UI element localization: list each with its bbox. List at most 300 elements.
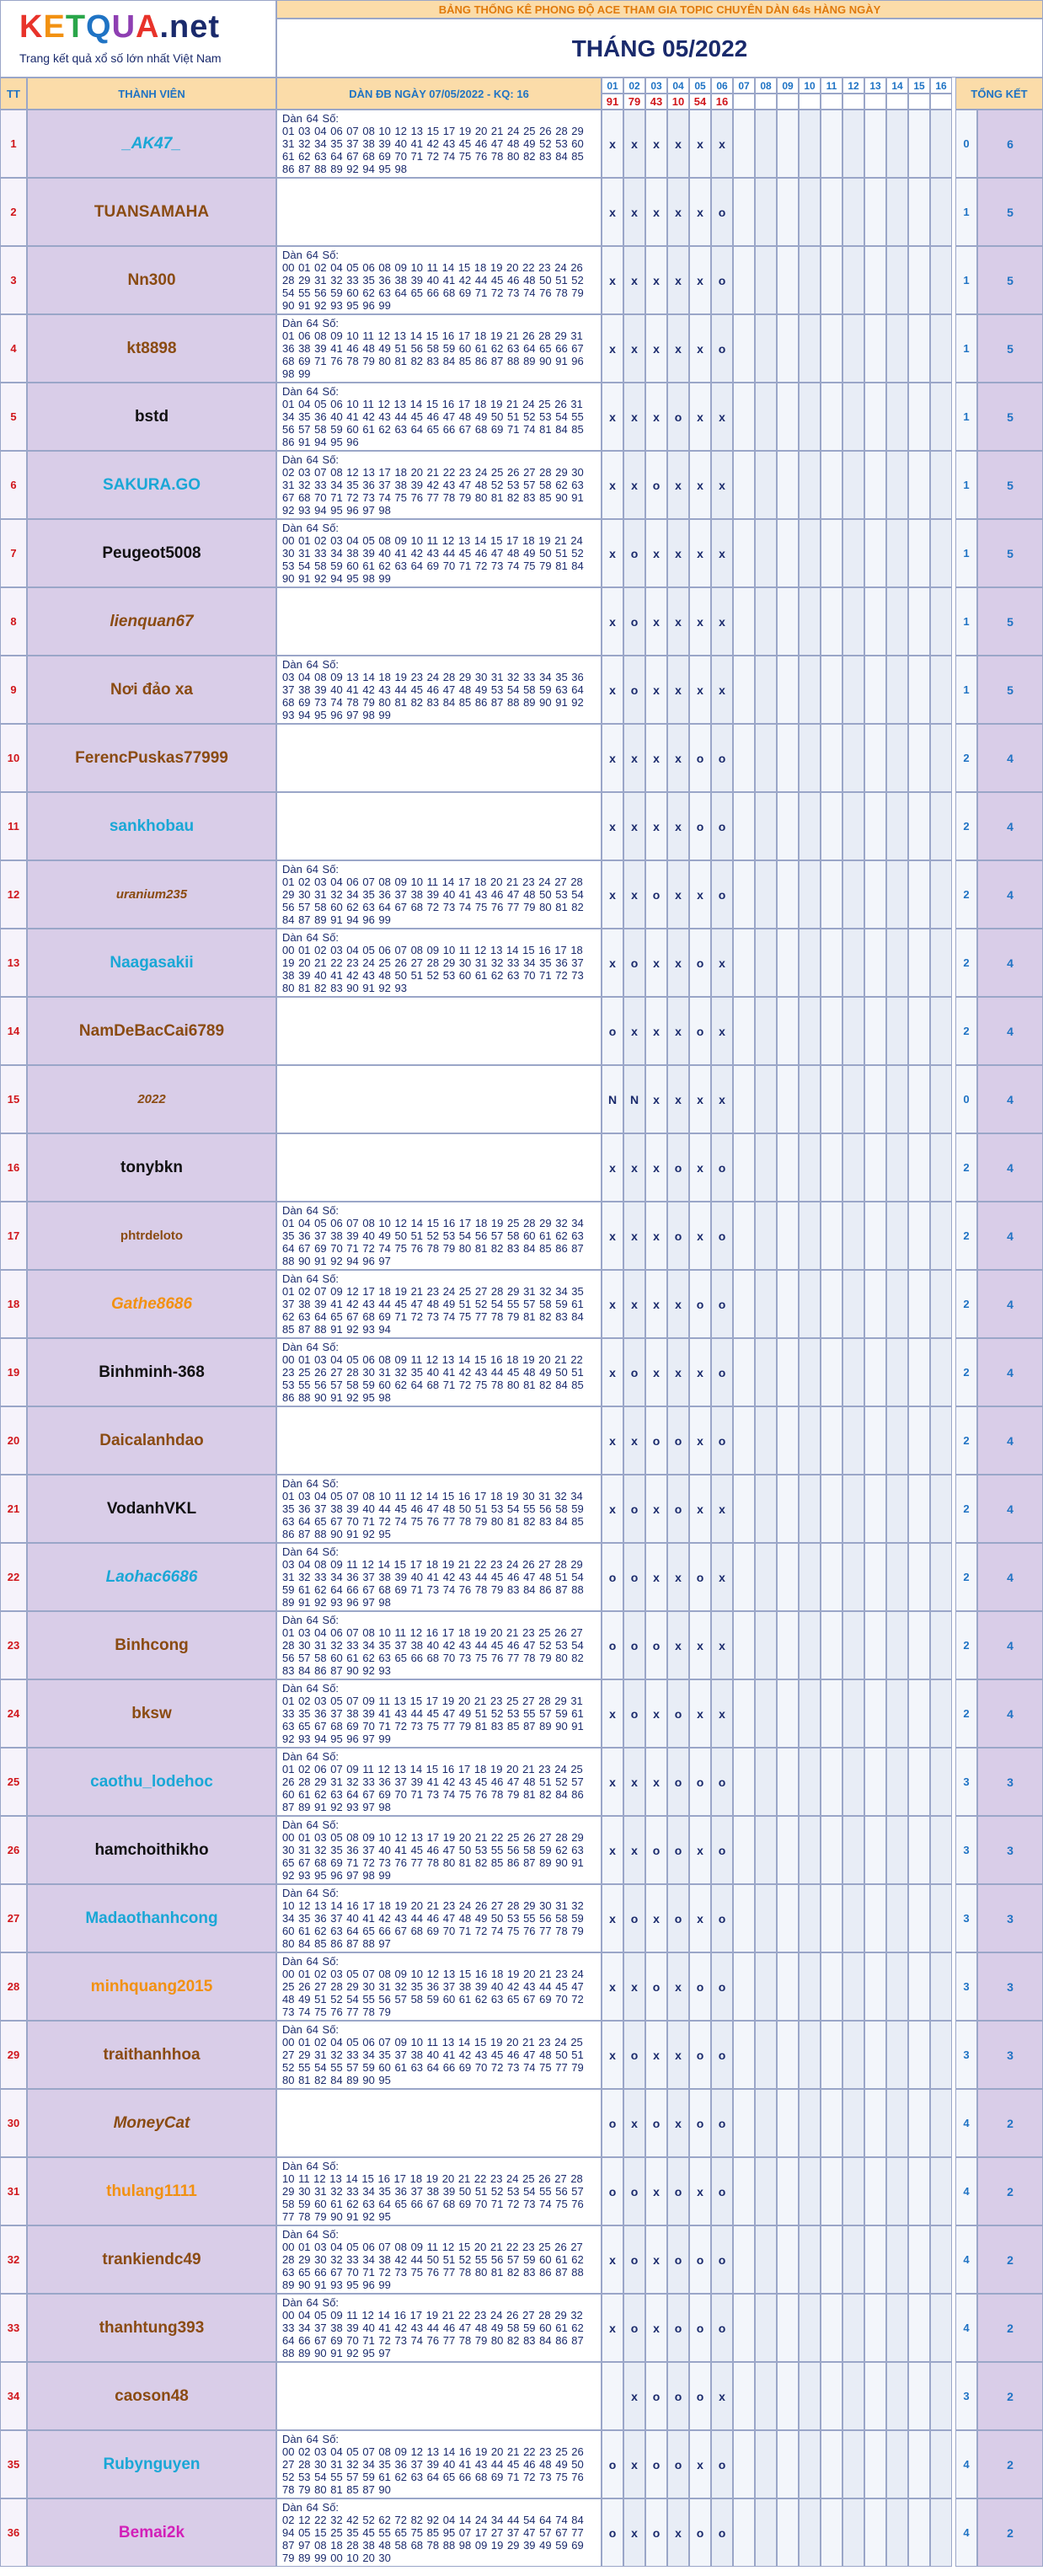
day-mark: x bbox=[689, 587, 711, 656]
day-mark bbox=[886, 997, 908, 1065]
day-mark bbox=[777, 1816, 799, 1884]
day-mark bbox=[864, 2021, 886, 2089]
member-name[interactable]: kt8898 bbox=[27, 314, 276, 383]
row-number: 16 bbox=[0, 1133, 27, 1202]
total-score: 5 bbox=[977, 587, 1043, 656]
hit-count: 3 bbox=[955, 2021, 977, 2089]
header-tt: TT bbox=[0, 78, 27, 110]
day-header: 16 bbox=[930, 78, 952, 94]
day-mark bbox=[733, 246, 755, 314]
day-mark bbox=[777, 383, 799, 451]
dan-numbers: Dàn 64 Số: 02 12 22 32 42 52 62 72 82 92 04 14 24 34 44 54 64 74 84 94 05 15 25 35 45 55 65 75 85 95 07 17 27 37 47 57 67 77 87 97 08 18 28 38 48 58 68 78 88 98 09 19 29 39 49 59 69 79 89 99 00 10 20 30 bbox=[276, 2498, 602, 2567]
day-mark bbox=[930, 929, 952, 997]
day-header: 15 bbox=[908, 78, 930, 94]
hit-count: 1 bbox=[955, 178, 977, 246]
total-score: 4 bbox=[977, 724, 1043, 792]
day-mark bbox=[908, 1816, 930, 1884]
day-mark: x bbox=[645, 178, 667, 246]
day-mark: o bbox=[667, 1748, 689, 1816]
row-number: 3 bbox=[0, 246, 27, 314]
member-name[interactable]: TUANSAMAHA bbox=[27, 178, 276, 246]
day-mark bbox=[930, 1202, 952, 1270]
day-mark: x bbox=[645, 246, 667, 314]
day-mark: x bbox=[689, 656, 711, 724]
day-mark bbox=[886, 2362, 908, 2430]
day-mark bbox=[908, 587, 930, 656]
day-mark bbox=[842, 1475, 864, 1543]
day-mark bbox=[755, 1952, 777, 2021]
day-mark bbox=[733, 1952, 755, 2021]
day-mark bbox=[908, 451, 930, 519]
day-mark: x bbox=[667, 1065, 689, 1133]
member-name[interactable]: trankiendc49 bbox=[27, 2225, 276, 2294]
day-mark bbox=[930, 2294, 952, 2362]
day-mark bbox=[821, 929, 842, 997]
dan-numbers bbox=[276, 792, 602, 860]
total-score: 4 bbox=[977, 997, 1043, 1065]
day-mark bbox=[799, 929, 821, 997]
day-mark bbox=[799, 2157, 821, 2225]
day-mark bbox=[886, 1475, 908, 1543]
dan-numbers: Dàn 64 Số: 00 04 05 09 11 12 14 16 17 19 21 22 23 24 26 27 28 29 32 33 34 37 38 39 40 41 42 43 44 46 47 48 49 58 59 60 61 62 64 66 67 69 70 71 72 73 74 76 77 78 79 80 82 83 84 86 87 88 89 90 91 92 95 97 bbox=[276, 2294, 602, 2362]
day-mark bbox=[886, 1065, 908, 1133]
day-mark bbox=[864, 792, 886, 860]
day-mark: x bbox=[667, 1952, 689, 2021]
day-mark bbox=[842, 2362, 864, 2430]
day-mark bbox=[930, 1679, 952, 1748]
day-mark bbox=[908, 383, 930, 451]
day-mark bbox=[799, 2021, 821, 2089]
row-number: 24 bbox=[0, 1679, 27, 1748]
day-mark: x bbox=[689, 519, 711, 587]
day-mark: x bbox=[602, 2294, 623, 2362]
day-mark bbox=[886, 2225, 908, 2294]
member-name[interactable]: thulang1111 bbox=[27, 2157, 276, 2225]
day-mark bbox=[908, 519, 930, 587]
day-mark bbox=[864, 383, 886, 451]
row-number: 23 bbox=[0, 1611, 27, 1679]
day-mark: x bbox=[667, 792, 689, 860]
day-mark bbox=[864, 587, 886, 656]
dan-numbers bbox=[276, 2362, 602, 2430]
day-mark bbox=[799, 1748, 821, 1816]
day-mark bbox=[733, 587, 755, 656]
day-mark bbox=[864, 2294, 886, 2362]
day-mark bbox=[821, 314, 842, 383]
dan-numbers: Dàn 64 Số: 02 03 07 08 12 13 17 18 20 21 22 23 24 25 26 27 28 29 30 31 32 33 34 35 36 37 38 39 42 43 47 48 52 53 57 58 62 63 67 68 70 71 72 73 74 75 76 77 78 79 80 81 82 83 85 90 91 92 93 94 95 96 97 98 bbox=[276, 451, 602, 519]
day-mark: x bbox=[623, 860, 645, 929]
day-mark bbox=[908, 1065, 930, 1133]
day-mark: x bbox=[623, 1816, 645, 1884]
day-mark: x bbox=[711, 110, 733, 178]
day-mark bbox=[864, 451, 886, 519]
day-mark: x bbox=[602, 519, 623, 587]
member-name[interactable]: phtrdeloto bbox=[27, 1202, 276, 1270]
day-mark: x bbox=[645, 1133, 667, 1202]
day-mark bbox=[755, 1543, 777, 1611]
day-header: 12 bbox=[842, 78, 864, 94]
dan-numbers: Dàn 64 Số: 01 02 03 04 06 07 08 09 10 11 14 17 18 20 21 23 24 27 28 29 30 31 32 34 35 36 37 38 39 40 41 43 46 47 48 50 53 54 56 57 58 60 62 63 64 67 68 72 73 74 75 76 77 79 80 81 82 84 87 89 91 94 96 99 bbox=[276, 860, 602, 929]
day-mark bbox=[755, 1884, 777, 1952]
day-mark: o bbox=[602, 2430, 623, 2498]
day-mark bbox=[908, 1270, 930, 1338]
member-name[interactable]: Laohac6686 bbox=[27, 1543, 276, 1611]
day-mark: x bbox=[689, 1679, 711, 1748]
day-mark: o bbox=[602, 997, 623, 1065]
member-name[interactable]: Naagasakii bbox=[27, 929, 276, 997]
day-mark: o bbox=[711, 860, 733, 929]
day-mark bbox=[864, 997, 886, 1065]
member-name[interactable]: FerencPuskas77999 bbox=[27, 724, 276, 792]
day-mark: o bbox=[645, 1406, 667, 1475]
day-mark bbox=[733, 2089, 755, 2157]
day-mark: x bbox=[623, 1133, 645, 1202]
member-name[interactable]: bksw bbox=[27, 1679, 276, 1748]
day-mark: o bbox=[711, 2294, 733, 2362]
day-mark bbox=[799, 314, 821, 383]
day-mark bbox=[908, 2362, 930, 2430]
day-mark bbox=[908, 1406, 930, 1475]
day-mark bbox=[842, 1270, 864, 1338]
total-score: 4 bbox=[977, 1406, 1043, 1475]
day-mark: x bbox=[667, 1338, 689, 1406]
day-mark bbox=[930, 1475, 952, 1543]
member-name[interactable]: sankhobau bbox=[27, 792, 276, 860]
day-mark bbox=[755, 178, 777, 246]
day-mark: x bbox=[667, 2021, 689, 2089]
day-mark bbox=[886, 1202, 908, 1270]
day-mark bbox=[733, 1202, 755, 1270]
day-mark bbox=[842, 383, 864, 451]
day-mark bbox=[821, 1679, 842, 1748]
member-name[interactable]: Daicalanhdao bbox=[27, 1406, 276, 1475]
day-mark bbox=[777, 1475, 799, 1543]
day-mark: x bbox=[689, 1406, 711, 1475]
day-mark bbox=[930, 792, 952, 860]
day-mark: x bbox=[645, 997, 667, 1065]
day-result: 10 bbox=[667, 94, 689, 110]
day-mark bbox=[602, 2362, 623, 2430]
day-header: 07 bbox=[733, 78, 755, 94]
day-mark bbox=[821, 110, 842, 178]
day-mark: x bbox=[667, 110, 689, 178]
day-mark: x bbox=[645, 1338, 667, 1406]
member-name[interactable]: SAKURA.GO bbox=[27, 451, 276, 519]
day-header: 05 bbox=[689, 78, 711, 94]
day-mark bbox=[733, 656, 755, 724]
row-number: 14 bbox=[0, 997, 27, 1065]
day-mark bbox=[930, 724, 952, 792]
day-mark bbox=[886, 587, 908, 656]
day-mark: x bbox=[645, 2021, 667, 2089]
total-score: 5 bbox=[977, 314, 1043, 383]
member-name[interactable]: MoneyCat bbox=[27, 2089, 276, 2157]
day-mark: x bbox=[645, 792, 667, 860]
day-mark: x bbox=[711, 1679, 733, 1748]
day-mark bbox=[755, 1338, 777, 1406]
day-mark: x bbox=[602, 724, 623, 792]
member-name[interactable]: lienquan67 bbox=[27, 587, 276, 656]
day-mark bbox=[777, 1065, 799, 1133]
total-score: 4 bbox=[977, 1543, 1043, 1611]
day-mark: o bbox=[667, 1816, 689, 1884]
member-name[interactable]: Bemai2k bbox=[27, 2498, 276, 2567]
day-mark: o bbox=[711, 1816, 733, 1884]
day-mark: o bbox=[667, 2362, 689, 2430]
day-mark bbox=[821, 724, 842, 792]
day-mark: x bbox=[602, 860, 623, 929]
row-number: 18 bbox=[0, 1270, 27, 1338]
row-number: 11 bbox=[0, 792, 27, 860]
day-mark bbox=[908, 2498, 930, 2567]
row-number: 19 bbox=[0, 1338, 27, 1406]
dan-numbers bbox=[276, 2089, 602, 2157]
day-mark bbox=[864, 724, 886, 792]
day-mark bbox=[864, 2225, 886, 2294]
day-mark bbox=[864, 1816, 886, 1884]
day-mark: x bbox=[689, 314, 711, 383]
day-mark bbox=[755, 110, 777, 178]
day-mark: x bbox=[623, 110, 645, 178]
day-mark bbox=[821, 2157, 842, 2225]
day-mark bbox=[799, 1338, 821, 1406]
day-mark: o bbox=[645, 1816, 667, 1884]
day-mark: o bbox=[689, 997, 711, 1065]
day-mark: N bbox=[602, 1065, 623, 1133]
day-mark bbox=[733, 1543, 755, 1611]
day-mark: x bbox=[623, 1270, 645, 1338]
day-mark: o bbox=[711, 1952, 733, 2021]
member-name[interactable]: Binhcong bbox=[27, 1611, 276, 1679]
day-mark bbox=[930, 587, 952, 656]
member-name[interactable]: Gathe8686 bbox=[27, 1270, 276, 1338]
day-mark: o bbox=[711, 314, 733, 383]
day-mark bbox=[886, 519, 908, 587]
day-mark bbox=[886, 792, 908, 860]
day-mark bbox=[733, 2430, 755, 2498]
day-mark: o bbox=[645, 1952, 667, 2021]
day-mark bbox=[886, 314, 908, 383]
day-mark: x bbox=[711, 1611, 733, 1679]
day-mark: o bbox=[623, 587, 645, 656]
day-mark: o bbox=[623, 1611, 645, 1679]
row-number: 7 bbox=[0, 519, 27, 587]
day-mark: x bbox=[667, 519, 689, 587]
day-result bbox=[799, 94, 821, 110]
day-mark bbox=[733, 997, 755, 1065]
day-mark bbox=[821, 246, 842, 314]
day-mark bbox=[777, 929, 799, 997]
day-mark bbox=[908, 1884, 930, 1952]
hit-count: 4 bbox=[955, 2294, 977, 2362]
day-header: 02 bbox=[623, 78, 645, 94]
day-mark: x bbox=[667, 2089, 689, 2157]
dan-numbers: Dàn 64 Số: 01 04 05 06 07 08 10 12 14 15 16 17 18 19 25 28 29 32 34 35 36 37 38 39 40 49 50 51 52 53 54 56 57 58 60 61 62 63 64 67 69 70 71 72 74 75 76 78 79 80 81 82 83 84 85 86 87 88 90 91 92 94 96 97 bbox=[276, 1202, 602, 1270]
total-score: 2 bbox=[977, 2362, 1043, 2430]
day-mark bbox=[799, 860, 821, 929]
day-mark bbox=[930, 1406, 952, 1475]
day-mark bbox=[821, 587, 842, 656]
day-mark: x bbox=[623, 792, 645, 860]
total-score: 4 bbox=[977, 1065, 1043, 1133]
member-name[interactable]: Rubynguyen bbox=[27, 2430, 276, 2498]
day-result: 54 bbox=[689, 94, 711, 110]
total-score: 4 bbox=[977, 1202, 1043, 1270]
member-name[interactable]: _AK47_ bbox=[27, 110, 276, 178]
member-name[interactable]: traithanhhoa bbox=[27, 2021, 276, 2089]
day-mark: x bbox=[711, 1065, 733, 1133]
row-number: 29 bbox=[0, 2021, 27, 2089]
dan-numbers: Dàn 64 Số: 00 01 03 04 05 06 08 09 11 12 13 14 15 16 18 19 20 21 22 23 25 26 27 28 30 31 32 35 40 41 42 43 44 45 48 49 50 51 53 55 56 57 58 59 60 62 64 68 71 72 75 78 80 81 82 84 85 86 88 90 91 92 95 98 bbox=[276, 1338, 602, 1406]
day-mark: x bbox=[689, 1338, 711, 1406]
day-mark bbox=[886, 724, 908, 792]
day-mark bbox=[755, 2294, 777, 2362]
day-mark bbox=[886, 1884, 908, 1952]
day-mark bbox=[821, 1406, 842, 1475]
day-result bbox=[886, 94, 908, 110]
hit-count: 4 bbox=[955, 2089, 977, 2157]
logo-tagline: Trang kết quả xổ số lớn nhất Việt Nam bbox=[19, 51, 222, 65]
day-mark bbox=[930, 2362, 952, 2430]
day-mark: x bbox=[689, 110, 711, 178]
day-mark bbox=[777, 1202, 799, 1270]
hit-count: 3 bbox=[955, 1748, 977, 1816]
day-mark: x bbox=[602, 1270, 623, 1338]
day-mark bbox=[777, 2498, 799, 2567]
day-mark bbox=[777, 997, 799, 1065]
day-mark: o bbox=[602, 1611, 623, 1679]
header-total: TỔNG KẾT bbox=[955, 78, 1043, 110]
day-mark bbox=[733, 2294, 755, 2362]
ketqua-logo[interactable] bbox=[0, 0, 276, 78]
day-mark: x bbox=[689, 1884, 711, 1952]
day-mark bbox=[733, 2225, 755, 2294]
day-mark bbox=[799, 1679, 821, 1748]
day-mark bbox=[799, 1406, 821, 1475]
day-mark bbox=[864, 656, 886, 724]
day-mark: x bbox=[602, 1338, 623, 1406]
member-name[interactable]: uranium235 bbox=[27, 860, 276, 929]
total-score: 3 bbox=[977, 1884, 1043, 1952]
day-mark: o bbox=[645, 1611, 667, 1679]
day-mark bbox=[886, 110, 908, 178]
member-name[interactable]: caothu_lodehoc bbox=[27, 1748, 276, 1816]
day-mark bbox=[821, 792, 842, 860]
day-mark bbox=[908, 1748, 930, 1816]
day-result: 91 bbox=[602, 94, 623, 110]
day-mark: x bbox=[667, 656, 689, 724]
row-number: 28 bbox=[0, 1952, 27, 2021]
hit-count: 2 bbox=[955, 860, 977, 929]
total-score: 3 bbox=[977, 1816, 1043, 1884]
member-name[interactable]: hamchoithikho bbox=[27, 1816, 276, 1884]
day-mark bbox=[842, 1133, 864, 1202]
day-mark bbox=[864, 1475, 886, 1543]
day-mark bbox=[799, 1611, 821, 1679]
member-name[interactable]: caoson48 bbox=[27, 2362, 276, 2430]
day-mark bbox=[842, 314, 864, 383]
day-mark bbox=[777, 2225, 799, 2294]
day-mark: o bbox=[689, 792, 711, 860]
day-mark bbox=[821, 2498, 842, 2567]
member-name[interactable]: NamDeBacCai6789 bbox=[27, 997, 276, 1065]
member-name[interactable]: minhquang2015 bbox=[27, 1952, 276, 2021]
day-mark: x bbox=[623, 997, 645, 1065]
dan-numbers bbox=[276, 724, 602, 792]
day-mark bbox=[886, 2157, 908, 2225]
member-name[interactable]: VodanhVKL bbox=[27, 1475, 276, 1543]
dan-numbers: Dàn 64 Số: 10 12 13 14 16 17 18 19 20 21 23 24 26 27 28 29 30 31 32 34 35 36 37 40 41 42 43 44 46 47 48 49 50 53 55 56 58 59 60 61 62 63 64 65 66 67 68 69 70 71 72 74 75 76 77 78 79 80 84 85 86 87 88 97 bbox=[276, 1884, 602, 1952]
day-mark bbox=[799, 178, 821, 246]
member-name[interactable]: 2022 bbox=[27, 1065, 276, 1133]
day-mark bbox=[864, 2362, 886, 2430]
day-mark: x bbox=[667, 246, 689, 314]
day-mark: o bbox=[711, 2430, 733, 2498]
month-title: THÁNG 05/2022 bbox=[276, 19, 1043, 78]
day-mark: x bbox=[689, 383, 711, 451]
day-mark bbox=[799, 1133, 821, 1202]
day-header: 13 bbox=[864, 78, 886, 94]
day-mark bbox=[799, 792, 821, 860]
member-name[interactable]: Madaothanhcong bbox=[27, 1884, 276, 1952]
member-name[interactable]: bstd bbox=[27, 383, 276, 451]
day-mark: x bbox=[645, 587, 667, 656]
header-dan: DÀN ĐB NGÀY 07/05/2022 - KQ: 16 bbox=[276, 78, 602, 110]
row-number: 13 bbox=[0, 929, 27, 997]
day-mark: o bbox=[623, 2021, 645, 2089]
day-mark bbox=[930, 2089, 952, 2157]
day-mark: x bbox=[645, 383, 667, 451]
day-mark: o bbox=[667, 2294, 689, 2362]
member-name[interactable]: thanhtung393 bbox=[27, 2294, 276, 2362]
day-mark: o bbox=[711, 1270, 733, 1338]
day-mark bbox=[777, 792, 799, 860]
day-mark bbox=[821, 2362, 842, 2430]
hit-count: 4 bbox=[955, 2157, 977, 2225]
day-mark bbox=[777, 2362, 799, 2430]
day-mark: x bbox=[689, 2430, 711, 2498]
day-mark: x bbox=[623, 2430, 645, 2498]
member-name[interactable]: Binhminh-368 bbox=[27, 1338, 276, 1406]
dan-numbers: Dàn 64 Số: 01 02 07 09 12 17 18 19 21 23 24 25 27 28 29 31 32 34 35 37 38 39 41 42 43 44 45 47 48 49 51 52 54 55 57 58 59 61 62 63 64 65 67 68 69 71 72 73 74 75 77 78 79 81 82 83 84 85 87 88 91 92 93 94 bbox=[276, 1270, 602, 1338]
member-name[interactable]: tonybkn bbox=[27, 1133, 276, 1202]
day-mark bbox=[821, 1611, 842, 1679]
day-mark bbox=[886, 2498, 908, 2567]
day-mark bbox=[930, 110, 952, 178]
day-mark bbox=[799, 2089, 821, 2157]
member-name[interactable]: Nn300 bbox=[27, 246, 276, 314]
row-number: 34 bbox=[0, 2362, 27, 2430]
hit-count: 1 bbox=[955, 519, 977, 587]
day-mark: o bbox=[667, 383, 689, 451]
day-mark: o bbox=[667, 1406, 689, 1475]
total-score: 4 bbox=[977, 1679, 1043, 1748]
day-mark: o bbox=[623, 656, 645, 724]
day-header: 10 bbox=[799, 78, 821, 94]
row-number: 27 bbox=[0, 1884, 27, 1952]
day-mark: x bbox=[667, 929, 689, 997]
day-mark bbox=[733, 1679, 755, 1748]
day-mark: x bbox=[711, 656, 733, 724]
member-name[interactable]: Peugeot5008 bbox=[27, 519, 276, 587]
member-name[interactable]: Nơi đảo xa bbox=[27, 656, 276, 724]
day-mark bbox=[864, 1202, 886, 1270]
day-mark bbox=[908, 110, 930, 178]
day-mark bbox=[842, 1816, 864, 1884]
day-mark bbox=[842, 1611, 864, 1679]
day-mark bbox=[930, 1816, 952, 1884]
day-mark bbox=[930, 656, 952, 724]
